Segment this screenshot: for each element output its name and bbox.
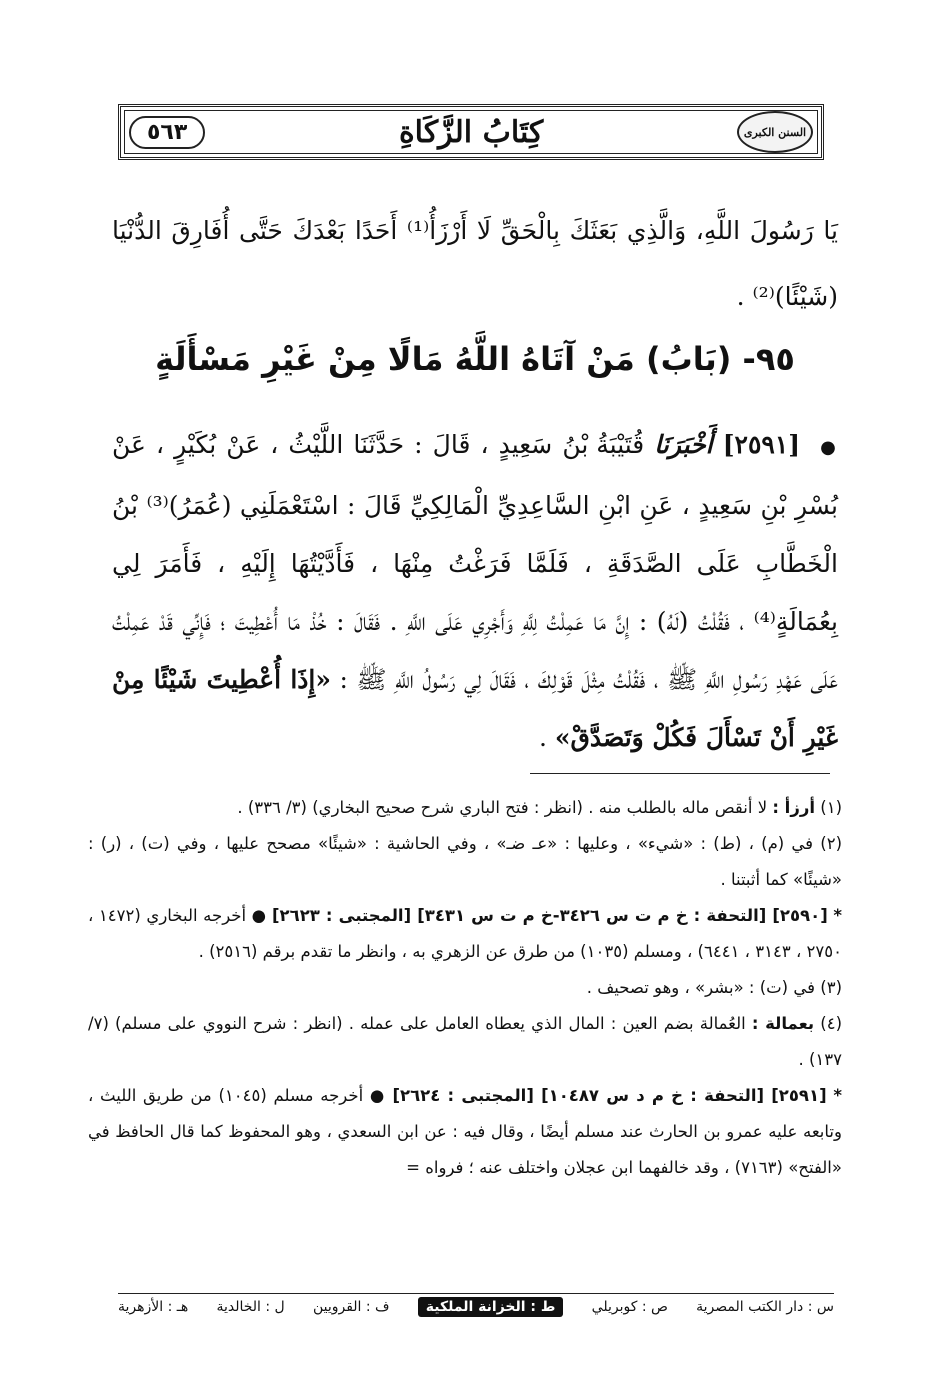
footnote-text: في (ت) : «بشر» ، وهو تصحيف .	[586, 978, 821, 997]
chapter-title: ٩٥- (بَابُ) مَنْ آتَاهُ اللَّهُ مَالًا مِنْ غَيْرِ مَسْأَلَةٍ	[155, 340, 795, 378]
hadith-2591	[112, 416, 838, 767]
footnote-label: (٤)	[820, 1014, 843, 1033]
footnote-label: *	[833, 906, 842, 925]
legend-divider	[118, 1293, 834, 1294]
footnote-term: [٢٥٩٠] [التحفة : خ م ت س ٣٤٢٦-خ م ت س ٣٤٣١] [المجتبى : ٢٦٢٣]	[272, 906, 828, 925]
legend-item: هـ : الأزهرية	[118, 1299, 189, 1315]
footnote-text: ● أخرجه البخاري (١٤٧٢ ، ٢٧٥٠ ، ٣١٤٣ ، ٦٤٤١) ، ومسلم (١٠٣٥) من طرق عن الزهري به ، وانظر ما تقدم برقم (٢٥١٦) .	[88, 906, 842, 961]
book-title: كِتَابُ الزَّكَاةِ	[398, 114, 544, 150]
footnote-text: ● أخرجه مسلم (١٠٤٥) من طريق الليث ، وتابعه عليه عمرو بن الحارث عند مسلم أيضًا ، وقال فيه : عن ابن السعدي ، وهو المحفوظ كما قال الحافظ في «الفتح» (٧١٦٣) ، وقد خالفهما ابن عجلان واختلف عنه ؛ فرواه =	[88, 1086, 842, 1177]
footnote-term: بعمالة :	[751, 1014, 815, 1033]
series-emblem-icon: السنن الكبرى	[737, 111, 813, 153]
footnote-divider	[530, 773, 830, 774]
page-header	[118, 104, 824, 160]
footnote-item	[88, 1078, 842, 1186]
footnote-item	[88, 826, 842, 898]
bullet-icon: ●	[820, 437, 838, 458]
footnote-text: لا أنقص ماله بالطلب منه . (انظر : فتح الباري شرح صحيح البخاري) (٣/ ٣٣٦) .	[237, 798, 773, 817]
footnote-item	[88, 970, 842, 1006]
hadith-number: [٢٥٩١]	[722, 430, 801, 459]
footnote-term: [٢٥٩١] [التحفة : خ م د س ١٠٤٨٧] [المجتبى : ٢٦٢٤]	[392, 1086, 827, 1105]
footnote-text: في (م) ، (ط) : «شيء» ، وعليها : «عـ ضـ» ، وفي الحاشية : «شيئًا» مصحح عليها ، وفي (ت) ، (ر) : «شيئًا» كما أثبتنا .	[88, 834, 842, 889]
legend-item: ف : القرويين	[312, 1299, 390, 1315]
legend-item: ص : كوبريلي	[591, 1299, 668, 1315]
footnote-item	[88, 1006, 842, 1078]
footnotes	[88, 790, 842, 1186]
hadith-text: قُتَيْبَةُ بْنُ سَعِيدٍ ، قَالَ : حَدَّثَنَا اللَّيْثُ ، عَنْ بُكَيْرٍ ، عَنْ بُسْرِ بْنِ سَعِيدٍ ، عَنِ ابْنِ السَّاعِدِيِّ الْمَالِكِيِّ قَالَ : اسْتَعْمَلَنِي (عُمَرُ)⁽³⁾ بْنُ الْخَطَّابِ عَلَى الصَّدَقَةِ ، فَلَمَّا فَرَغْتُ مِنْهَا ، فَأَدَّيْتُهَا إِلَيْهِ ، فَأَمَرَ لِي بِعُمَالَةٍ⁽⁴⁾ ، فَقُلْتُ (لَهُ) : إِنَّ مَا عَمِلْتُ لِلَّهِ وَأَجْرِي عَلَى اللَّهِ . فَقَالَ : خُذْ مَا أُعْطِيتَ ؛ فَإِنِّي قَدْ عَمِلْتُ عَلَى عَهْدِ رَسُولِ اللَّهِ ﷺ ، فَقُلْتُ مِثْلَ قَوْلِكَ ، فَقَالَ لِي رَسُولُ اللَّهِ ﷺ :	[112, 430, 838, 694]
legend-item-highlighted: ط : الخزانة الملكية	[418, 1297, 564, 1317]
hadith-akhbarana: أَخْبَرَنَا	[654, 430, 713, 459]
footnote-label: *	[833, 1086, 842, 1105]
footnote-term: أرزأ :	[772, 798, 815, 817]
legend-item: س : دار الكتب المصرية	[696, 1299, 834, 1315]
manuscript-legend	[118, 1297, 834, 1317]
footnote-item	[88, 790, 842, 826]
footnote-item	[88, 898, 842, 970]
hadith-end: .	[538, 723, 555, 752]
footnote-text: العُمالة بضم العين : المال الذي يعطاه العامل على عمله . (انظر : شرح النووي على مسلم) (٧/ ١٣٧) .	[88, 1014, 842, 1069]
footnote-label: (٢)	[820, 834, 842, 853]
page-number: ٥٦٣	[129, 116, 205, 149]
footnote-label: (١)	[820, 798, 842, 817]
legend-item: ل : الخالدية	[216, 1299, 285, 1315]
hadith-quote: «إِذَا أُعْطِيتَ شَيْئًا مِنْ غَيْرِ أَنْ تَسْأَلَ فَكُلْ وَتَصَدَّقْ»	[112, 665, 838, 752]
intro-text: يَا رَسُولَ اللَّهِ، وَالَّذِي بَعَثَكَ بِالْحَقِّ لَا أَرْزَأُ⁽¹⁾ أَحَدًا بَعْدَكَ حَتَّى أُفَارِقَ الدُّنْيَا (شَيْئًا)⁽²⁾ .	[112, 216, 838, 311]
footnote-label: (٣)	[820, 978, 842, 997]
